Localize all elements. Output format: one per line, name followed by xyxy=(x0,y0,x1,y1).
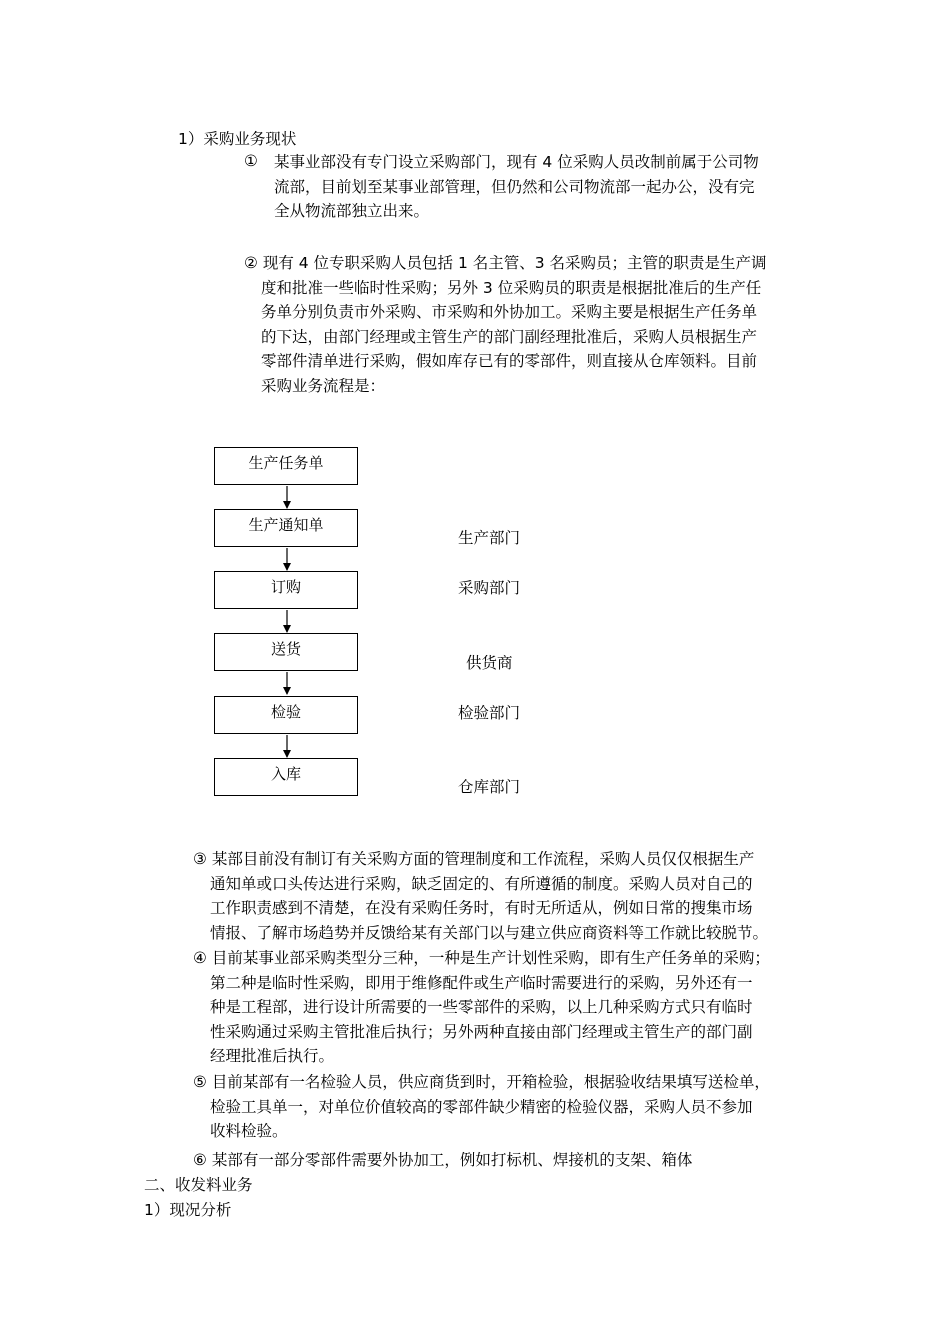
subsection-heading: 1）现况分析 xyxy=(144,1201,232,1219)
paragraph-line: 工作职责感到不清楚，在没有采购任务时，有时无所适从，例如日常的搜集市场 xyxy=(210,899,753,918)
paragraph-line: 情报、了解市场趋势并反馈给某有关部门以与建立供应商资料等工作就比较脱节。 xyxy=(210,923,769,942)
paragraph-line: 度和批准一些临时性采购；另外 3 位采购员的职责是根据批准后的生产任 xyxy=(261,278,762,297)
paragraph-line: 务单分别负责市外采购、市采购和外协加工。采购主要是根据生产任务单 xyxy=(261,303,758,322)
paragraph-line: ⑤ 目前某部有一名检验人员，供应商货到时，开箱检验，根据验收结果填写送检单， xyxy=(193,1073,770,1091)
item-marker: ① xyxy=(244,152,258,170)
department-label: 仓库部门 xyxy=(458,778,521,796)
paragraph-line: 第二种是临时性采购，即用于维修配件或生产临时需要进行的采购，另外还有一 xyxy=(210,973,753,992)
flow-step: 生产任务单 xyxy=(214,447,358,485)
flow-step: 入库 xyxy=(214,758,358,796)
flow-step: 订购 xyxy=(214,571,358,609)
paragraph-line: 种是工程部，进行设计所需要的一些零部件的采购，以上几种采购方式只有临时 xyxy=(210,998,753,1017)
paragraph-line: 零部件清单进行采购，假如库存已有的零部件，则直接从仓库领料。目前 xyxy=(261,352,758,371)
paragraph-line: 全从物流部独立出来。 xyxy=(274,202,430,221)
paragraph-6: ⑥ 某部有一部分零部件需要外协加工，例如打标机、焊接机的支架、箱体 xyxy=(193,1151,693,1169)
department-label: 生产部门 xyxy=(458,529,521,547)
paragraph-line: 的下达，由部门经理或主管生产的部门副经理批准后，采购人员根据生产 xyxy=(261,327,758,346)
paragraph-line: 性采购通过采购主管批准后执行；另外两种直接由部门经理或主管生产的部门副 xyxy=(210,1022,753,1041)
department-label: 供货商 xyxy=(466,654,513,672)
paragraph-line: 收料检验。 xyxy=(210,1122,288,1141)
section-heading: 二、收发料业务 xyxy=(144,1176,253,1194)
paragraph-4 xyxy=(193,946,770,1069)
flow-step: 送货 xyxy=(214,633,358,671)
department-label: 检验部门 xyxy=(458,704,521,722)
paragraph-line: 某事业部没有专门设立采购部门，现有 4 位采购人员改制前属于公司物 xyxy=(274,153,759,171)
paragraph-line: 经理批准后执行。 xyxy=(210,1047,335,1066)
paragraph-line: 流部，目前划至某事业部管理，但仍然和公司物流部一起办公，没有完 xyxy=(274,177,755,196)
paragraph-line: ② 现有 4 位专职采购人员包括 1 名主管、3 名采购员；主管的职责是生产调 xyxy=(244,254,767,272)
paragraph-line: ③ 某部目前没有制订有关采购方面的管理制度和工作流程，采购人员仅仅根据生产 xyxy=(193,850,755,868)
paragraph-5 xyxy=(193,1070,770,1144)
flow-step: 检验 xyxy=(214,696,358,734)
flow-step: 生产通知单 xyxy=(214,509,358,547)
paragraph-line: 采购业务流程是： xyxy=(261,376,386,395)
section-heading: 1）采购业务现状 xyxy=(178,130,297,148)
paragraph-line: 通知单或口头传达进行采购，缺乏固定的、有所遵循的制度。采购人员对自己的 xyxy=(210,874,753,893)
paragraph-line: ④ 目前某事业部采购类型分三种，一种是生产计划性采购，即有生产任务单的采购； xyxy=(193,949,770,967)
paragraph-3 xyxy=(193,847,768,945)
department-label: 采购部门 xyxy=(458,579,521,597)
paragraph-line: 检验工具单一，对单位价值较高的零部件缺少精密的检验仪器，采购人员不参加 xyxy=(210,1097,753,1116)
